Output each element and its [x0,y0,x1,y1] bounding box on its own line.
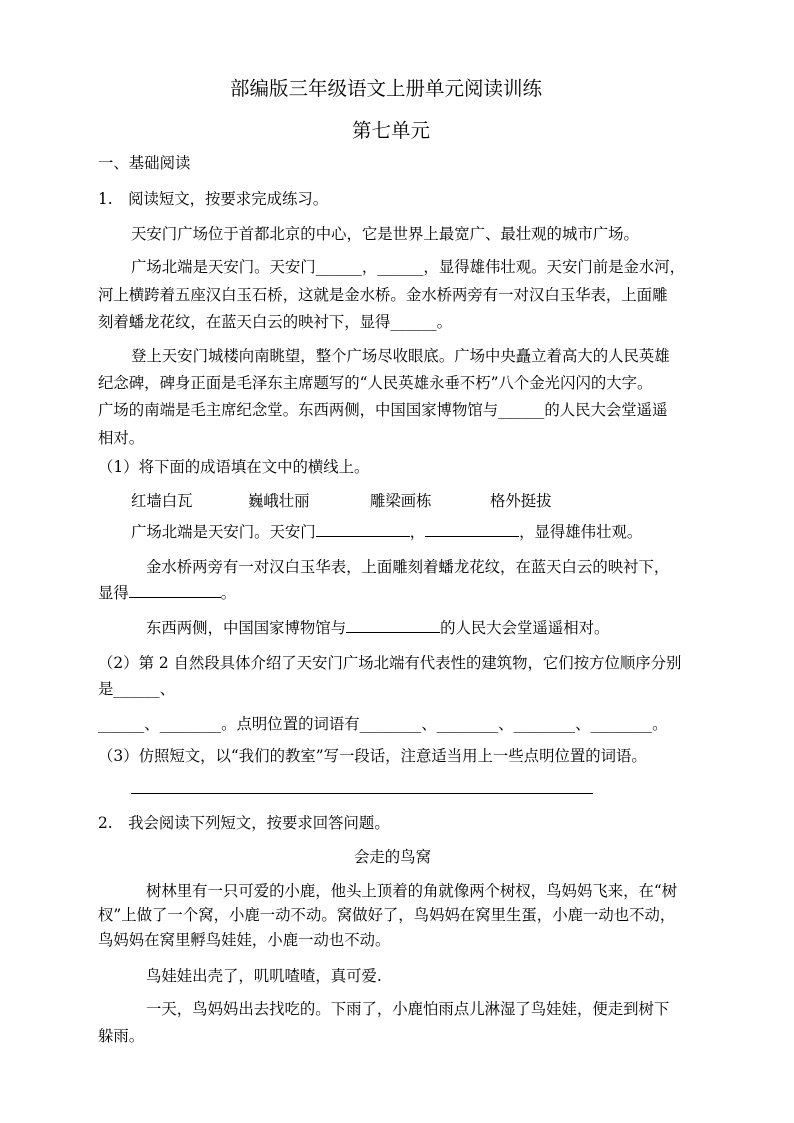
page-title: 部编版三年级语文上册单元阅读训练 [230,77,543,100]
fill-line-4-text-a: 东西两侧，中国国家博物馆与 [146,619,347,637]
fill-line-4 [146,617,609,639]
question-2-stem: 2. 我会阅读下列短文，按要求回答问题。 [98,814,390,832]
fill-line-4-text-b: 的人民大会堂遥遥相对。 [440,619,610,637]
writing-answer-line[interactable] [131,793,593,794]
story-paragraph-1-line-2: 杈”上做了一个窝，小鹿一动不动。窝做好了，鸟妈妈在窝里生蛋，小鹿一动也不动， [98,906,676,924]
fill-line-1-text-c: ，显得雄伟壮观。 [519,523,643,541]
idiom-3: 雕梁画栋 [370,492,432,510]
q1-paragraph-2-line-2: 河上横跨着五座汉白玉石桥，这就是金水桥。金水桥两旁有一对汉白玉华表，上面雕 [98,286,668,304]
subquestion-2-line-3: ______、________。点明位置的词语有________、________、________、________。 [98,715,668,733]
story-paragraph-1-line-1: 树林里有一只可爱的小鹿，他头上顶着的角就像两个树杈，鸟妈妈飞来，在“树 [146,882,678,900]
subquestion-1-prompt: （1）将下面的成语填在文中的横线上。 [98,458,370,476]
q1-paragraph-2-line-1: 广场北端是天安门。天安门______，______，显得雄伟壮观。天安门前是金水河， [131,258,686,276]
q1-paragraph-3-line-3: 广场的南端是毛主席纪念堂。东西两侧，中国国家博物馆与______的人民大会堂遥遥 [98,401,668,419]
subquestion-2-line-2: 是______、 [98,680,175,698]
q1-paragraph-3-line-1: 登上天安门城楼向南眺望，整个广场尽收眼底。广场中央矗立着高大的人民英雄 [131,347,670,365]
story-paragraph-3-line-2: 躲雨。 [98,1027,145,1045]
idiom-4: 格外挺拔 [490,492,552,510]
story-paragraph-2: 鸟娃娃出壳了，叽叽喳喳，真可爱. [146,967,382,985]
story-paragraph-1-line-3: 鸟妈妈在窝里孵鸟娃娃，小鹿一动也不动。 [98,931,391,949]
q1-paragraph-1: 天安门广场位于首都北京的中心，它是世界上最宽广、最壮观的城市广场。 [131,225,639,243]
q1-paragraph-3-line-2: 纪念碑，碑身正面是毛泽东主席题写的“人民英雄永垂不朽”八个金光闪闪的大字。 [98,374,653,392]
fill-line-1-text-a: 广场北端是天安门。天安门 [131,523,316,541]
subquestion-2-line-1: （2）第 2 自然段具体介绍了天安门广场北端有代表性的建筑物，它们按方位顺序分别 [98,654,682,672]
fill-line-3-text-b: 。 [220,584,237,602]
story-title: 会走的鸟窝 [354,848,431,866]
subquestion-3: （3）仿照短文，以“我们的教室”写一段话，注意适当用上一些点明位置的词语。 [98,747,647,765]
fill-line-1 [131,521,642,543]
answer-blank[interactable] [346,617,440,633]
fill-line-2: 金水桥两旁有一对汉白玉华表，上面雕刻着蟠龙花纹，在蓝天白云的映衬下， [146,558,670,576]
section-heading: 一、基础阅读 [98,154,191,172]
q1-paragraph-2-line-3: 刻着蟠龙花纹，在蓝天白云的映衬下，显得______。 [98,313,452,331]
fill-line-3 [98,582,236,604]
fill-line-3-text-a: 显得 [98,584,129,602]
answer-blank[interactable] [425,521,519,537]
question-1-stem: 1. 阅读短文，按要求完成练习。 [98,190,329,208]
idiom-2: 巍峨壮丽 [248,492,310,510]
fill-line-1-text-b: ， [409,523,426,541]
unit-title: 第七单元 [352,119,431,142]
q1-paragraph-3-line-4: 相对。 [98,429,145,447]
idiom-1: 红墙白瓦 [131,492,193,510]
answer-blank[interactable] [129,582,221,598]
answer-blank[interactable] [316,521,410,537]
story-paragraph-3-line-1: 一天，鸟妈妈出去找吃的。下雨了，小鹿怕雨点儿淋湿了鸟娃娃，便走到树下 [146,1000,670,1018]
